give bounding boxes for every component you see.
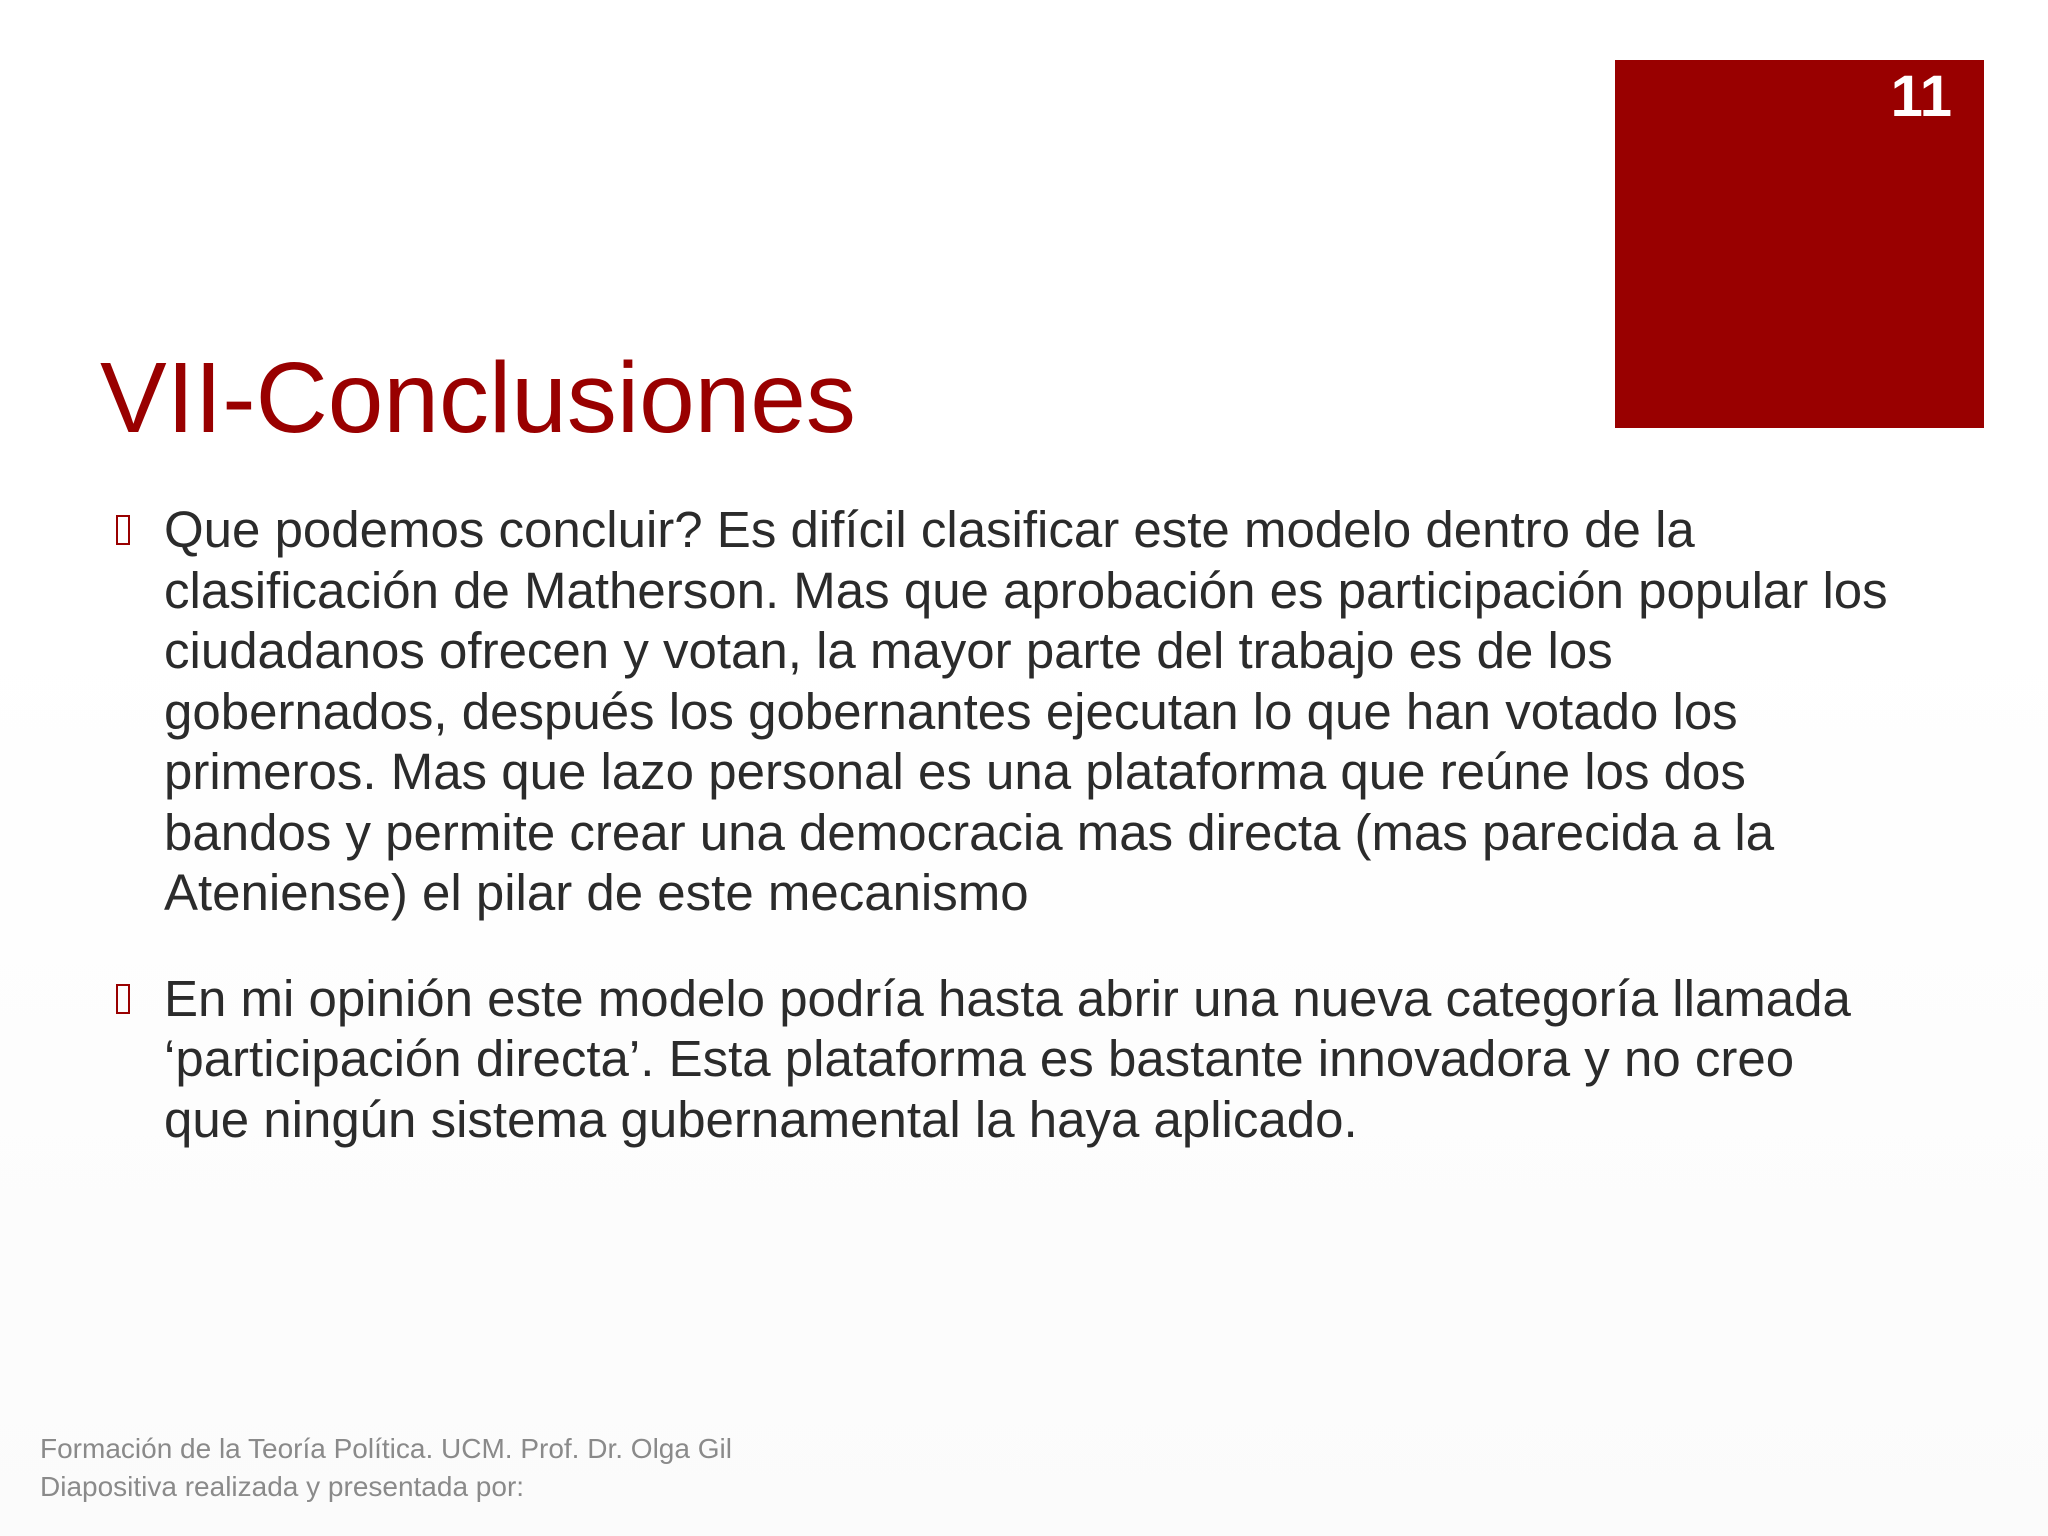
- square-bullet-icon: [116, 984, 130, 1014]
- bullet-item: [110, 969, 1890, 1151]
- bullet-text: Que podemos concluir? Es difícil clasificar este modelo dentro de la clasificación de Matherson. Mas que aprobación es participación popular los ciudadanos ofrecen y votan, la mayor parte del trabajo es de los gobernados, después los gobernantes ejecutan lo que han votado los primeros. Mas que lazo personal es una plataforma que reúne los dos bandos y permite crear una democracia mas directa (mas parecida a la Ateniense) el pilar de este mecanismo: [164, 501, 1888, 921]
- accent-square: [1615, 60, 1984, 428]
- footer-course-line: Formación de la Teoría Política. UCM. Prof. Dr. Olga Gil: [40, 1433, 732, 1464]
- footer-presenter-line: Diapositiva realizada y presentada por:: [40, 1471, 525, 1502]
- slide-content: [110, 500, 1890, 1150]
- slide-footer: [40, 1430, 732, 1506]
- square-bullet-icon: [116, 515, 130, 545]
- slide-number: 11: [1890, 64, 1952, 129]
- slide-title: VII-Conclusiones: [100, 342, 856, 454]
- bullet-item: [110, 500, 1890, 924]
- bullet-text: En mi opinión este modelo podría hasta abrir una nueva categoría llamada ‘participación directa’. Esta plataforma es bastante innovadora y no creo que ningún sistema gubernamental la haya aplicado.: [164, 969, 1851, 1148]
